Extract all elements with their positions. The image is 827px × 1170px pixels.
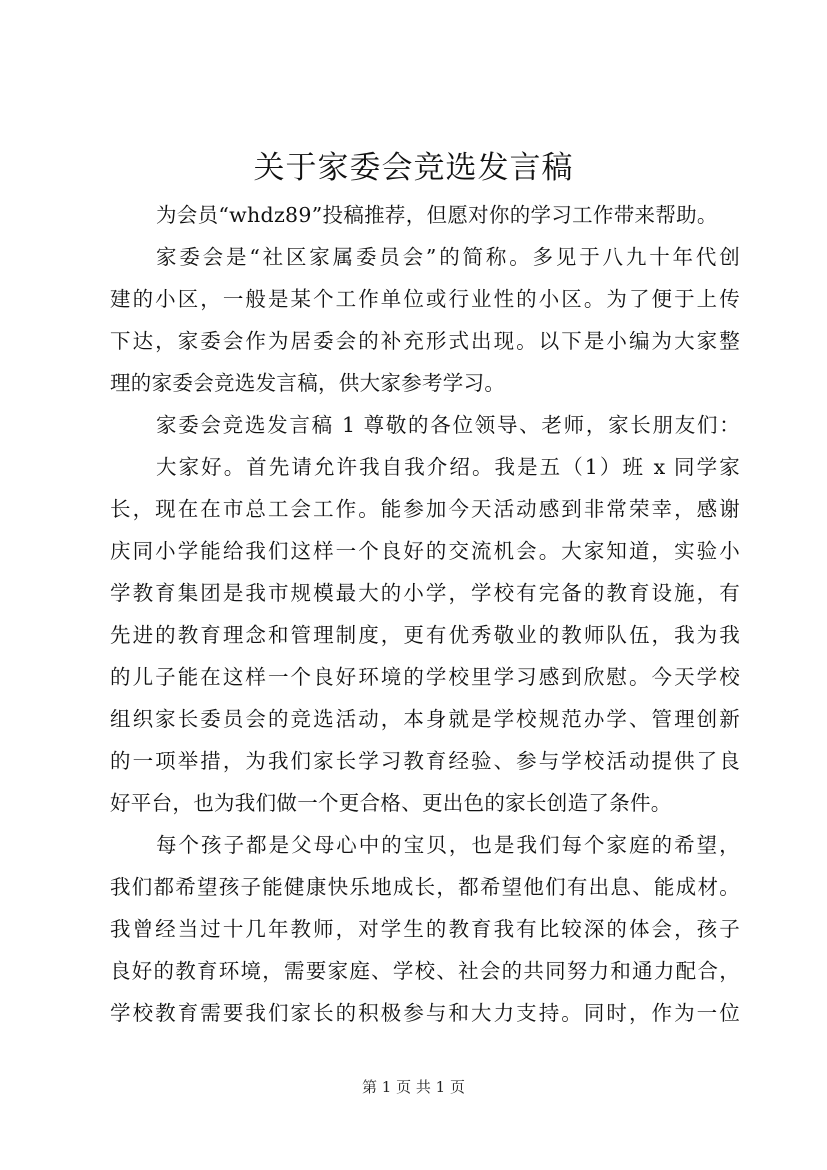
text-line: 我曾经当过十几年教师，对学生的教育我有比较深的体会，孩子 — [110, 917, 740, 941]
text-line: 我们都希望孩子能健康快乐地成长，都希望他们有出息、能成材。 — [110, 875, 740, 899]
text-line: 先进的教育理念和管理制度，更有优秀敬业的教师队伍，我为我 — [110, 623, 740, 647]
text-line: 庆同小学能给我们这样一个良好的交流机会。大家知道，实验小 — [110, 539, 740, 563]
text-line: 学教育集团是我市规模最大的小学，学校有完备的教育设施，有 — [110, 581, 740, 605]
text-line: 家委会竞选发言稿 1 尊敬的各位领导、老师，家长朋友们： — [156, 413, 740, 437]
text-line: 建的小区，一般是某个工作单位或行业性的小区。为了便于上传 — [110, 287, 740, 311]
text-line: 为会员“whdz89”投稿推荐，但愿对你的学习工作带来帮助。 — [156, 203, 718, 227]
text-line: 每个孩子都是父母心中的宝贝，也是我们每个家庭的希望， — [156, 833, 740, 857]
text-line: 的儿子能在这样一个良好环境的学校里学习感到欣慰。今天学校 — [110, 665, 740, 689]
text-line: 学校教育需要我们家长的积极参与和大力支持。同时，作为一位 — [110, 1001, 740, 1025]
text-line: 好平台，也为我们做一个更合格、更出色的家长创造了条件。 — [110, 791, 672, 815]
document-body — [110, 194, 740, 1034]
page-footer: 第 1 页 共 1 页 — [362, 1078, 465, 1096]
document-title: 关于家委会竞选发言稿 — [253, 150, 574, 186]
text-line: 家委会是“社区家属委员会”的简称。多见于八九十年代创 — [156, 245, 740, 269]
text-line: 良好的教育环境，需要家庭、学校、社会的共同努力和通力配合， — [110, 959, 740, 983]
text-line: 组织家长委员会的竞选活动，本身就是学校规范办学、管理创新 — [110, 707, 740, 731]
text-line: 大家好。首先请允许我自我介绍。我是五（1）班 x 同学家 — [156, 455, 740, 479]
text-line: 下达，家委会作为居委会的补充形式出现。以下是小编为大家整 — [110, 329, 740, 353]
text-line: 长，现在在市总工会工作。能参加今天活动感到非常荣幸，感谢 — [110, 497, 740, 521]
text-line: 的一项举措，为我们家长学习教育经验、参与学校活动提供了良 — [110, 749, 740, 773]
text-line: 理的家委会竞选发言稿，供大家参考学习。 — [110, 371, 506, 395]
